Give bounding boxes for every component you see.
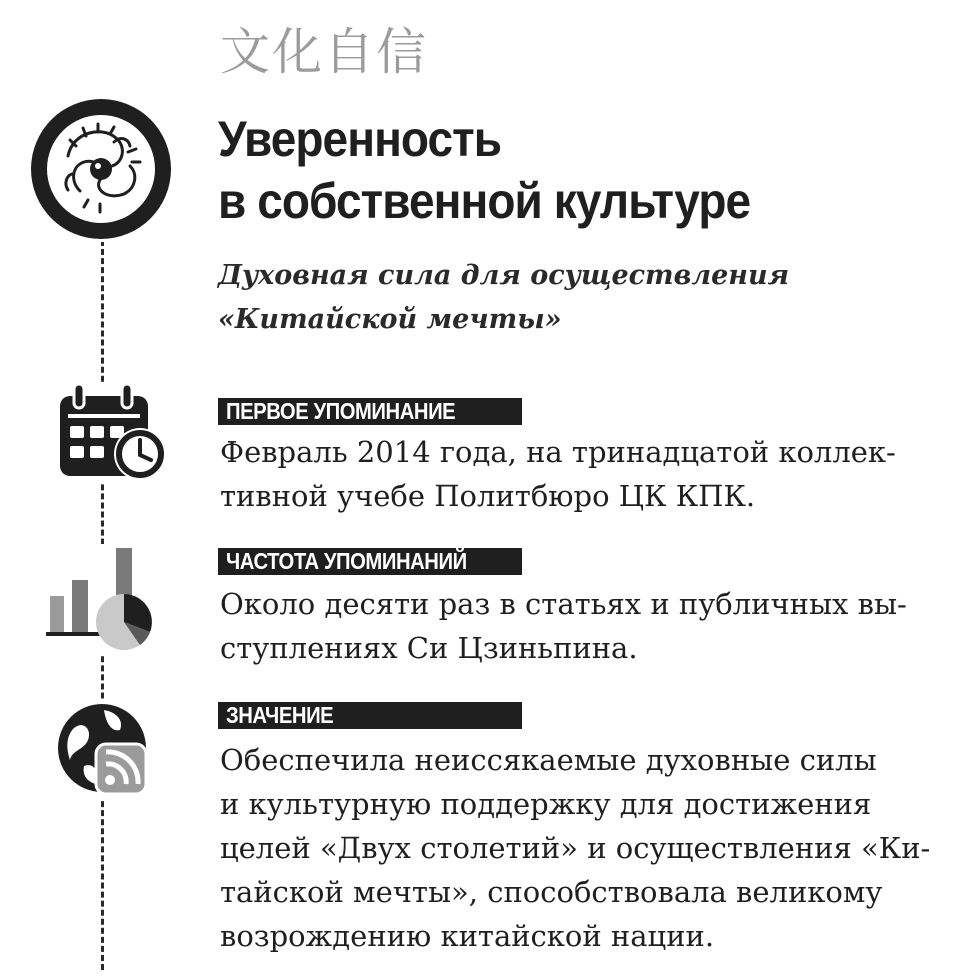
section-text-frequency <box>220 582 940 670</box>
text-line: целей «Двух столетий» и осуществления «Ки- <box>220 831 931 865</box>
subtitle <box>218 254 938 342</box>
text-line: тайской мечты», способствовала великому <box>220 875 883 909</box>
text-line: ступлениях Си Цзиньпина. <box>220 631 638 665</box>
section-label-first-mention: ПЕРВОЕ УПОМИНАНИЕ <box>218 398 522 425</box>
text-line: и культурную поддержку для достижения <box>220 787 872 821</box>
text-line: возрождению китайской нации. <box>220 919 715 953</box>
title-line-2: в собственной культуре <box>218 173 751 229</box>
calendar-clock-icon <box>56 382 168 482</box>
page-title <box>218 108 880 232</box>
text-line: Февраль 2014 года, на тринадцатой коллек- <box>220 435 896 469</box>
text-line: тивной учебе Политбюро ЦК КПК. <box>220 479 756 513</box>
subtitle-line-1: Духовная сила для осуществления <box>218 260 790 291</box>
section-text-significance <box>220 738 940 958</box>
section-label-significance: ЗНАЧЕНИЕ <box>218 702 522 729</box>
chart-icon <box>44 544 158 654</box>
chinese-title: 文化自信 <box>220 23 428 81</box>
globe-rss-icon <box>54 700 158 800</box>
section-label-frequency: ЧАСТОТА УПОМИНАНИЙ <box>218 548 522 575</box>
text-line: Около десяти раз в статьях и публичных вы- <box>220 587 907 621</box>
dragon-seal-icon <box>28 96 174 242</box>
section-text-first-mention <box>220 430 940 518</box>
subtitle-line-2: «Китайской мечты» <box>218 304 562 335</box>
text-line: Обеспечила неиссякаемые духовные силы <box>220 743 877 777</box>
title-line-1: Уверенность <box>218 111 502 167</box>
